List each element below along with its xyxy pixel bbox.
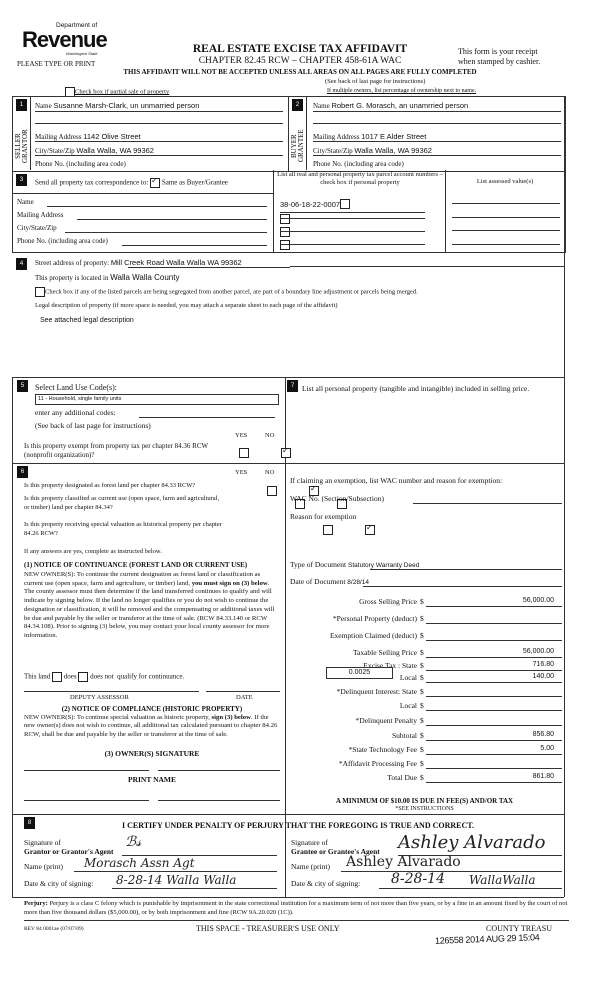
assessed-value-3[interactable] xyxy=(452,230,560,231)
certify-statement: I CERTIFY UNDER PENALTY OF PERJURY THAT THE FOREGOING IS TRUE AND CORRECT. xyxy=(122,821,475,830)
grantor-date-value: 8-28-14 Walla Walla xyxy=(116,873,237,887)
does-not-checkbox[interactable] xyxy=(78,672,88,682)
financial-label: Exemption Claimed (deduct) xyxy=(329,631,417,640)
currency-symbol: $ xyxy=(420,716,424,725)
owner-signature-line-1[interactable] xyxy=(24,770,149,771)
land-use-label: Select Land Use Code(s): xyxy=(35,383,117,392)
notice-compliance-text: NEW OWNER(S): To continue special valuation as historic property, sign (3) below. If the new owner(s) does not wish to continue, all additional tax calculated pursuant to chapter 84.26 RCW, shall be due and payable by the seller or transferor at the time of sale. xyxy=(24,714,278,738)
county-row: This property is located in Walla Walla County xyxy=(35,273,180,282)
grantee-name-field[interactable]: Name (print) Ashley Alvarado xyxy=(291,862,562,871)
correspondence-phone-field[interactable]: Phone No. (including area code) xyxy=(17,237,267,245)
forest-land-question: Is this property designated as forest land per chapter 84.33 RCW? xyxy=(24,482,196,489)
grantor-name-field[interactable]: Name (print) Morasch Assn Agt xyxy=(24,862,277,871)
assessed-value-4[interactable] xyxy=(452,244,560,245)
seller-address-value: 1142 Olive Street xyxy=(83,132,141,141)
exempt-question: Is this property exempt from property tax per chapter 84.36 RCW (nonprofit organization)? xyxy=(24,442,208,459)
perjury-notice: Perjury: Perjury is a class C felony which is punishable by imprisonment in the state correctional institution for a maximum term of not more than five years, or by a fine in an amount fixed by the court of not more than five thousand dollars ($5,000.00), or by both imprisonment and fine (RCW 9A.20.020 (1C)). xyxy=(24,900,568,916)
seller-side-label: SELLER GRANTOR xyxy=(14,129,29,163)
please-print: PLEASE TYPE OR PRINT xyxy=(17,60,96,68)
yes-header: YES xyxy=(235,469,248,476)
minimum-due-notice: A MINIMUM OF $10.00 IS DUE IN FEE(S) AND/OR TAX xyxy=(335,797,514,805)
revision-number: REV 84 0001ae (07/07/09) xyxy=(24,926,84,932)
correspondence-address-field[interactable]: Mailing Address xyxy=(17,211,267,219)
grantor-signature-label: Signature of Grantor or Grantor's Agent xyxy=(24,838,114,856)
historical-yes-checkbox[interactable] xyxy=(323,525,333,535)
notice-compliance-title: (2) NOTICE OF COMPLIANCE (HISTORIC PROPERTY) xyxy=(61,705,243,713)
buyer-city-value: Walla Walla, WA 99362 xyxy=(354,146,432,155)
logo-main-text: Revenue xyxy=(22,27,107,52)
receipt-line-2: when stamped by cashier. xyxy=(458,57,541,66)
exempt-no-checkbox[interactable] xyxy=(281,448,291,458)
legal-description-value[interactable]: See attached legal description xyxy=(40,317,134,324)
currency-symbol: $ xyxy=(420,701,424,710)
form-subtitle: CHAPTER 82.45 RCW – CHAPTER 458-61A WAC xyxy=(198,56,402,66)
partial-sale-label: Check box if partial sale of property xyxy=(75,88,170,96)
grantee-signature-label: Signature of Grantee or Grantee's Agent xyxy=(291,838,380,856)
continuance-row: This land does does not qualify for continuance. xyxy=(24,672,185,681)
dor-logo xyxy=(18,22,108,56)
does-checkbox[interactable] xyxy=(52,672,62,682)
buyer-name-value: Robert G. Morasch, an unamrried person xyxy=(331,101,469,110)
correspondence-name-field[interactable]: Name xyxy=(17,198,267,206)
financial-row[interactable] xyxy=(290,701,562,711)
print-name-label: PRINT NAME xyxy=(128,775,176,784)
currency-symbol: $ xyxy=(420,631,424,640)
notice-continuance-title: (1) NOTICE OF CONTINUANCE (FOREST LAND OR CURRENT USE) xyxy=(24,561,248,569)
treasurer-use-only: THIS SPACE - TREASURER'S USE ONLY xyxy=(196,924,340,933)
financial-value: 861.80 xyxy=(532,773,554,780)
deputy-assessor-signature-line[interactable] xyxy=(24,691,199,692)
grantor-date-field[interactable]: Date & city of signing: 8-28-14 Walla Walla xyxy=(24,879,277,888)
personal-property-list-label: List all personal property (tangible and intangible) included in selling price. xyxy=(302,384,530,393)
see-back-instructions: (See back of last page for instructions) xyxy=(325,78,426,85)
financial-label: *Delinquent Penalty xyxy=(355,716,417,725)
legal-description-label: Legal description of property (if more space is needed, you may attach a separate sheet to each page of the affidavit) xyxy=(35,302,338,309)
current-use-question: Is this property classified as current use (open space, farm and agricultural, or timber) land per chapter 84.34? xyxy=(24,495,220,511)
financial-value: 56,000.00 xyxy=(522,597,554,604)
parcel-number-1: 38-06-18-22-0007 xyxy=(280,200,341,209)
financial-label: Total Due xyxy=(387,773,417,782)
personal-property-checkbox-4[interactable] xyxy=(280,240,290,250)
section-3-badge: 3 xyxy=(16,174,27,186)
currency-symbol: $ xyxy=(420,661,424,670)
financial-row[interactable] xyxy=(290,716,562,726)
historical-no-checkbox[interactable] xyxy=(365,525,375,535)
seller-phone-field[interactable]: Phone No. (including area code) xyxy=(35,160,126,168)
financial-label: *Personal Property (deduct) xyxy=(332,614,417,623)
financial-label: *Delinquent Interest: State xyxy=(336,687,417,696)
street-address-field[interactable]: Street address of property: Mill Creek Road Walla Walla WA 99362 xyxy=(35,258,242,267)
financial-value: 5.00 xyxy=(540,745,554,752)
deputy-assessor-label: DEPUTY ASSESSOR xyxy=(70,694,129,701)
owner-signature-label: (3) OWNER(S) SIGNATURE xyxy=(104,749,200,758)
currency-symbol: $ xyxy=(420,673,424,682)
document-type-field[interactable]: Type of Document Statutory Warranty Deed xyxy=(290,560,562,569)
parcel-row[interactable] xyxy=(280,236,440,246)
parcel-row[interactable] xyxy=(280,223,440,233)
financial-row[interactable] xyxy=(290,731,562,741)
yes-header: YES xyxy=(235,432,248,439)
section-2-badge: 2 xyxy=(292,99,303,111)
reason-for-exemption-label: Reason for exemption xyxy=(290,512,357,521)
section-8-badge: 8 xyxy=(24,817,35,829)
seller-name-field[interactable]: Name Susanne Marsh-Clark, un unmarried person xyxy=(35,101,283,112)
section-5-badge: 5 xyxy=(17,380,28,392)
financial-label: *State Technology Fee xyxy=(348,745,417,754)
send-correspondence-label: Send all property tax correspondence to: ✓ Same as Buyer/Grantee xyxy=(35,178,228,188)
see-instructions: *SEE INSTRUCTIONS xyxy=(395,806,454,812)
segregated-checkbox[interactable] xyxy=(35,287,45,297)
financial-row[interactable] xyxy=(290,597,562,607)
document-type-value: Statutory Warranty Deed xyxy=(348,562,420,569)
no-header: NO xyxy=(265,432,275,439)
grantee-city-value: WallaWalla xyxy=(469,873,536,887)
seller-address-field[interactable]: Mailing Address 1142 Olive Street xyxy=(35,132,283,142)
document-date-field[interactable]: Date of Document 8/28/14 xyxy=(290,577,562,586)
parcel-row[interactable] xyxy=(280,210,440,220)
section-7-badge: 7 xyxy=(287,380,298,392)
currency-symbol: $ xyxy=(420,597,424,606)
assessed-value-1[interactable] xyxy=(452,203,560,204)
section-1-badge: 1 xyxy=(16,99,27,111)
financial-row[interactable] xyxy=(290,773,562,783)
print-name-line-1[interactable] xyxy=(24,800,149,801)
document-date-value: 8/28/14 xyxy=(347,579,369,586)
buyer-side-label: BUYER GRANTEE xyxy=(290,129,305,163)
buyer-city-field[interactable]: City/State/Zip Walla Walla, WA 99362 xyxy=(313,146,561,156)
grantor-signature: ℬ𝓈 xyxy=(125,834,142,850)
buyer-address-field[interactable]: Mailing Address 1017 E Alder Street xyxy=(313,132,561,142)
logo-top-text: Department of xyxy=(56,22,98,29)
exemption-label: If claiming an exemption, list WAC number and reason for exemption: xyxy=(290,476,503,485)
financial-value: 140.00 xyxy=(532,673,554,680)
parcel-header: List all real and personal property tax parcel account numbers – check box if personal property xyxy=(277,171,443,186)
assessed-header: List assessed value(s) xyxy=(476,178,534,185)
local-rate-box[interactable]: 0.0025 xyxy=(326,667,393,679)
receipt-line-1: This form is your receipt xyxy=(458,47,538,56)
financial-value: 856.80 xyxy=(532,731,554,738)
if-yes-instructions: If any answers are yes, complete as instructed below. xyxy=(24,548,162,555)
grantee-name-value: Ashley Alvarado xyxy=(346,854,461,870)
financial-row[interactable] xyxy=(290,687,562,697)
wac-number-field[interactable]: WAC No. (Section/Subsection) xyxy=(290,494,562,503)
county-value: Walla Walla County xyxy=(110,273,180,282)
financial-value: 716.80 xyxy=(532,661,554,668)
currency-symbol: $ xyxy=(420,648,424,657)
correspondence-city-field[interactable]: City/State/Zip xyxy=(17,224,267,232)
additional-codes-field[interactable]: enter any additional codes: xyxy=(35,408,275,417)
seller-city-field[interactable]: City/State/Zip Walla Walla, WA 99362 xyxy=(35,146,283,156)
segregated-row[interactable]: Check box if any of the listed parcels are being segregated from another parcel, are part of a boundary line adjustment or parcels being merged. xyxy=(35,287,418,297)
notice-continuance-text: NEW OWNER(S): To continue the current designation as forest land or classification as current use (open space, farm and agriculture, or timber) land, you must sign on (3) below. The county assessor must then determine if the land transferred continues to qualify and will indicate by signing below. If the land no longer qualifies or you do not wish to continue the designation or classification, it will be removed and the compensating or additional taxes will be due and payable by the seller or transferor at the time of sale. (RCW 84.33.140 or RCW 84.34.108). Prior to signing (3) below, you may contact your local county assessor for more information. xyxy=(24,571,275,639)
forest-yes-checkbox[interactable] xyxy=(267,486,277,496)
no-header: NO xyxy=(265,469,275,476)
buyer-name-field[interactable]: Name Robert G. Morasch, an unamrried person xyxy=(313,101,561,112)
county-treasurer: COUNTY TREASU xyxy=(486,924,553,933)
grantee-date-field[interactable]: Date & city of signing: 8-28-14 WallaWalla xyxy=(291,879,562,888)
historical-question: Is this property receiving special valuation as historical property per chapter 84.26 RCW? xyxy=(24,521,222,537)
financial-label: Taxable Selling Price xyxy=(352,648,417,657)
financial-row[interactable] xyxy=(290,631,562,641)
currency-symbol: $ xyxy=(420,773,424,782)
financial-label: *Affidavit Processing Fee xyxy=(338,759,417,768)
grantor-name-value: Morasch Assn Agt xyxy=(84,856,195,870)
section-4-badge: 4 xyxy=(16,258,27,270)
seller-name-value: Susanne Marsh-Clark, un unmarried person xyxy=(53,101,200,110)
financial-row[interactable] xyxy=(290,614,562,624)
buyer-address-value: 1017 E Alder Street xyxy=(361,132,427,141)
currency-symbol: $ xyxy=(420,687,424,696)
assessor-date-label: DATE xyxy=(236,694,253,701)
personal-property-checkbox-1[interactable] xyxy=(340,199,350,209)
financial-label: Gross Selling Price xyxy=(359,597,417,606)
multiple-owners-note: If multiple owners, list percentage of ownership next to name. xyxy=(327,88,477,94)
financial-row[interactable] xyxy=(290,759,562,769)
land-use-see-back: (See back of last page for instructions) xyxy=(35,421,151,430)
buyer-phone-field[interactable]: Phone No. (including area code) xyxy=(313,160,404,168)
form-warning: THIS AFFIDAVIT WILL NOT BE ACCEPTED UNLESS ALL AREAS ON ALL PAGES ARE FULLY COMPLETED xyxy=(123,68,477,76)
cashier-stamp: 126558 2014 AUG 29 15:04 xyxy=(434,932,540,946)
financial-label: Local xyxy=(399,673,417,682)
seller-city-value: Walla Walla, WA 99362 xyxy=(76,146,154,155)
currency-symbol: $ xyxy=(420,731,424,740)
form-title: REAL ESTATE EXCISE TAX AFFIDAVIT xyxy=(192,43,408,55)
print-name-line-2[interactable] xyxy=(158,800,280,801)
exempt-yes-checkbox[interactable] xyxy=(239,448,249,458)
currency-symbol: $ xyxy=(420,745,424,754)
financial-label: Excise Tax : State xyxy=(363,661,417,670)
assessed-value-2[interactable] xyxy=(452,217,560,218)
grantee-signature: Ashley Alvarado xyxy=(398,832,546,853)
financial-value: 56,000.00 xyxy=(522,648,554,655)
owner-signature-line-2[interactable] xyxy=(158,770,280,771)
assessor-date-line[interactable] xyxy=(206,691,280,692)
currency-symbol: $ xyxy=(420,759,424,768)
financial-label: Local xyxy=(399,701,417,710)
logo-sub-text: Washington State xyxy=(66,51,98,56)
financial-label: Subtotal xyxy=(391,731,417,740)
section-6-badge: 6 xyxy=(17,466,28,478)
same-as-buyer-checkbox[interactable] xyxy=(150,178,160,188)
financial-row[interactable] xyxy=(290,648,562,658)
grantee-date-value: 8-28-14 xyxy=(391,871,445,887)
land-use-select[interactable]: 11 - Household, single family units xyxy=(35,394,279,405)
currency-symbol: $ xyxy=(420,614,424,623)
financial-row[interactable] xyxy=(290,745,562,755)
street-address-value: Mill Creek Road Walla Walla WA 99362 xyxy=(110,258,242,267)
